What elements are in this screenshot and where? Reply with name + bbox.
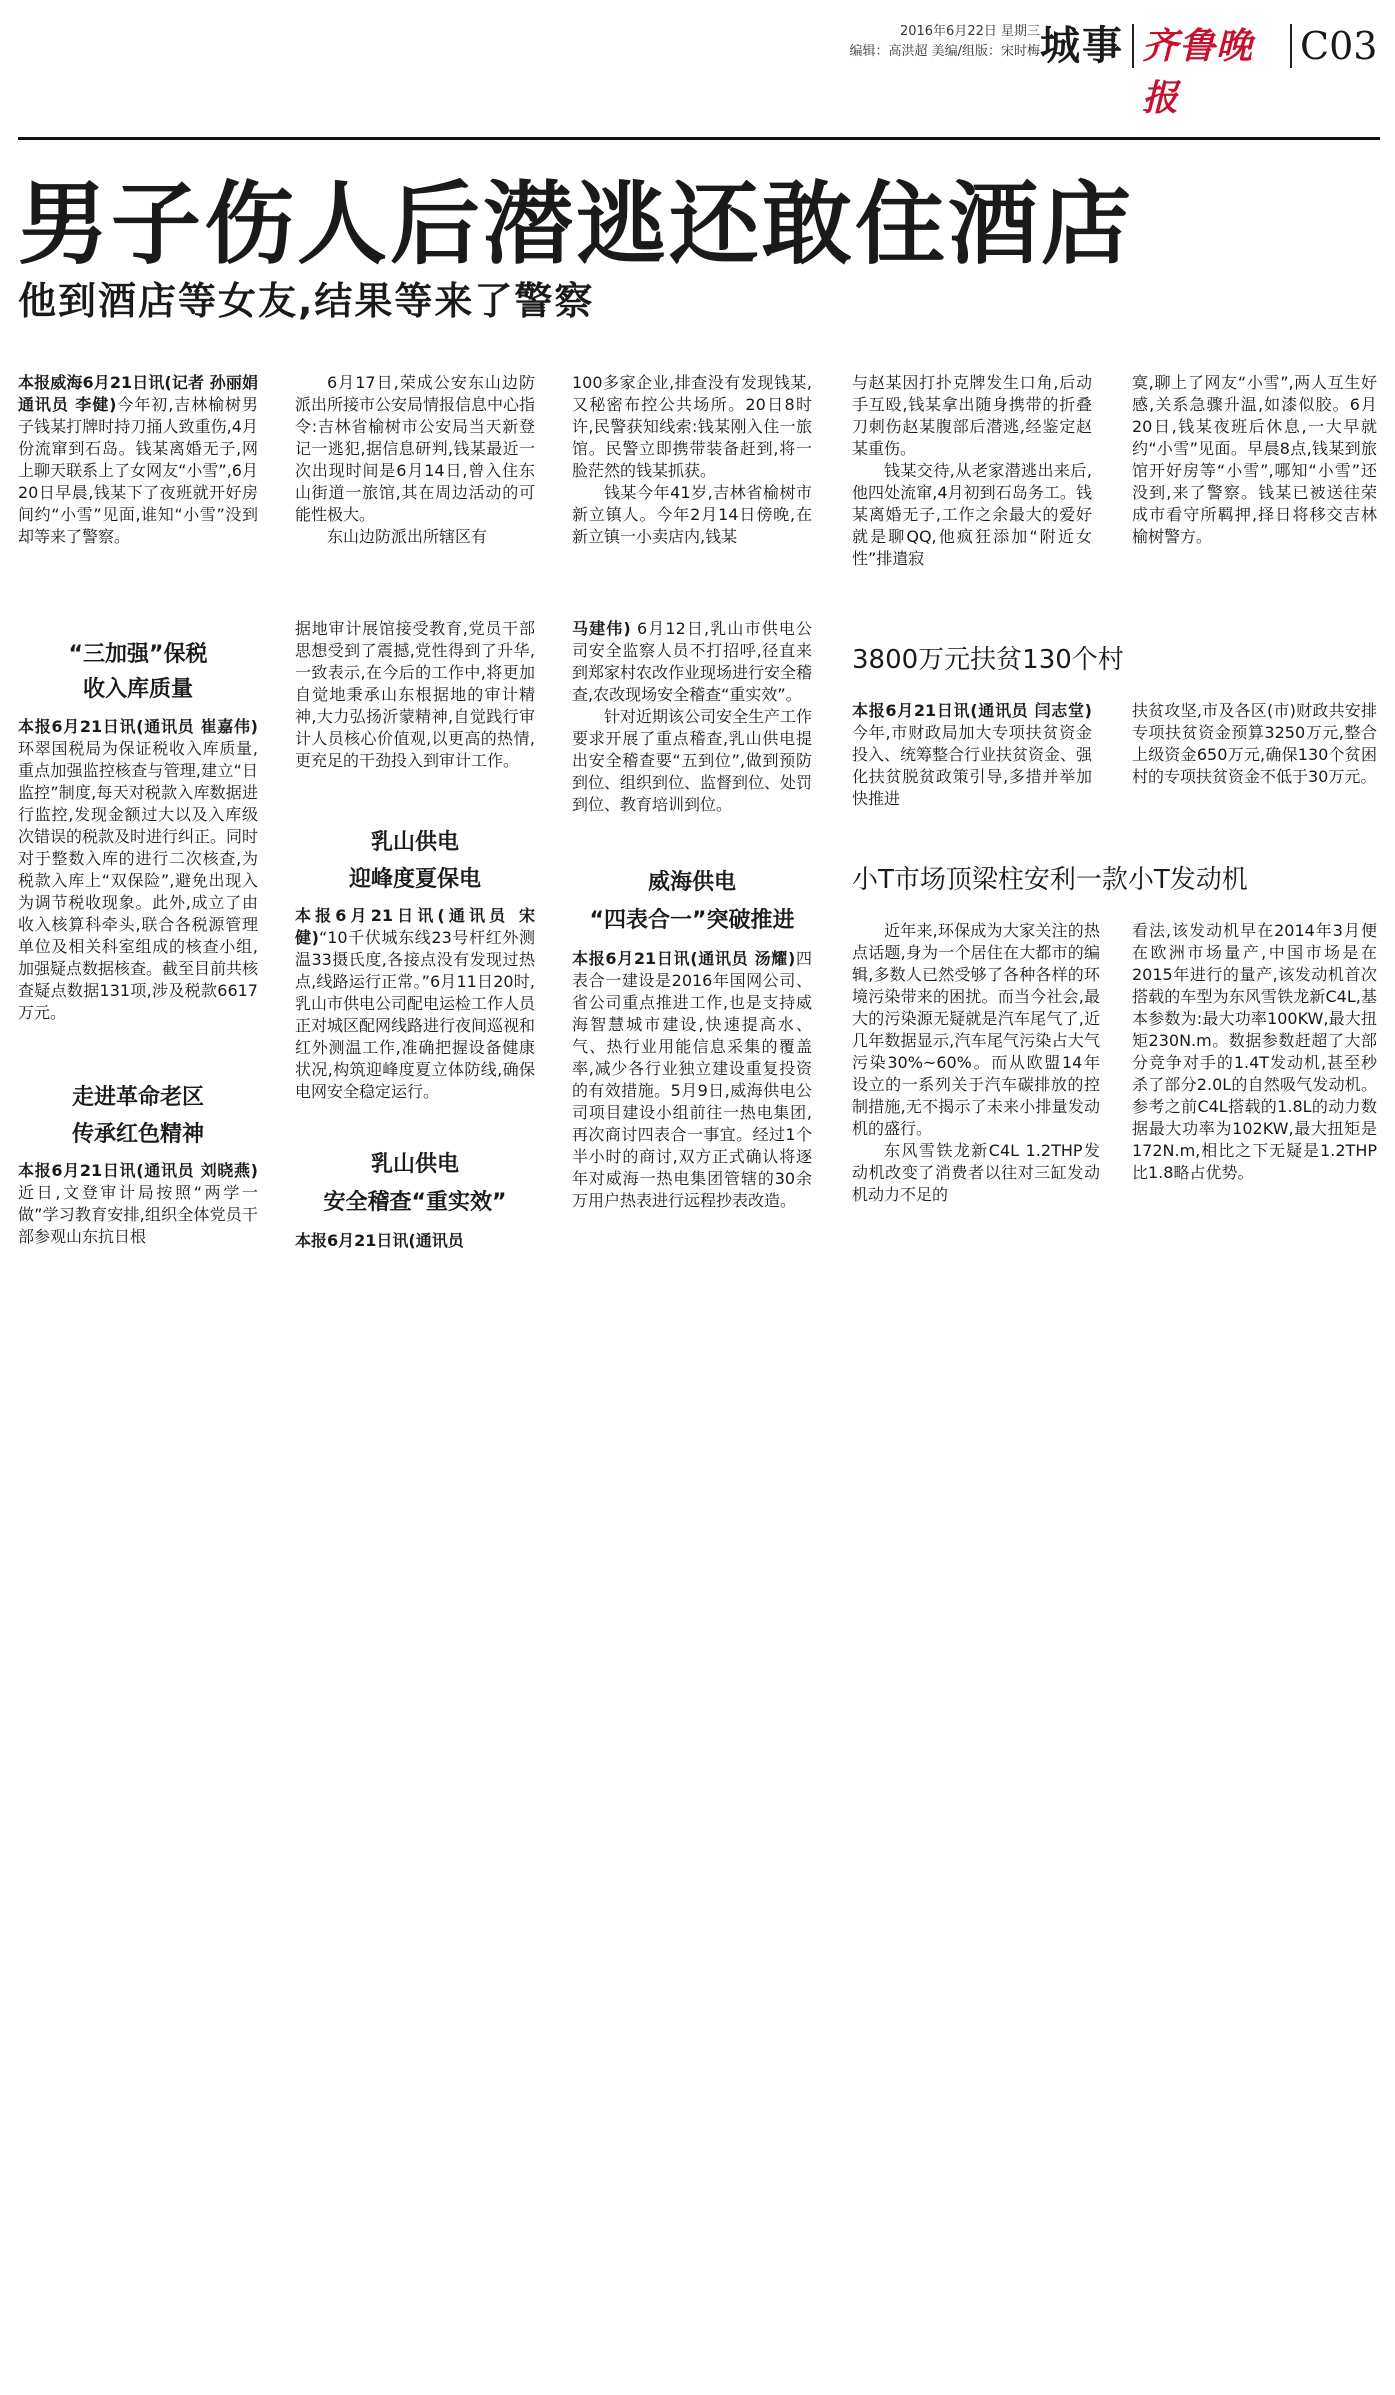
power-safety-dateline (295, 1230, 535, 1254)
story-title: 威海供电 (647, 870, 736, 895)
red-story-continued (295, 618, 535, 814)
lead-paragraph: 钱某今年41岁,吉林省榆树市新立镇人。今年2月14日傍晚,在新立镇一小卖店内,钱某 (572, 483, 812, 546)
story-dateline: 本报6月21日讯(通讯员 闫志堂) (852, 701, 1092, 720)
poverty-body (852, 700, 1092, 820)
story-paragraph: 近年来,环保成为大家关注的热点话题,身为一个居住在大都市的编辑,多数人已然受够了各种各样的环境污染带来的困扰。而当今社会,最大的污染源无疑就是汽车尾气了,近几年数据显示,汽车尾气污染占大气污染30%~60%。而从欧盟14年设立的一系列关于汽车碳排放的控制措施,无不揭示了未来小排量发动机的盛行。 (852, 921, 1100, 1138)
lead-paragraph: 东山边防派出所辖区有 (327, 527, 488, 546)
lead-column-2 (295, 372, 535, 602)
story-paragraph: 本报6月21日讯(通讯员 宋健)“10千伏城东线23号杆红外测温33摄氏度,各接点没有发现过热点,线路运行正常。”6月11日20时,乳山市供电公司配电运检工作人员正对城区配网线路进行夜间巡视和红外测温工作,准确把握设备健康状况,构筑迎峰度夏立体防线,确保电网安全稳定运行。 (295, 906, 535, 1101)
lead-paragraph: 与赵某因打扑克牌发生口角,后动手互殴,钱某拿出随身携带的折叠刀刺伤赵某腹部后潜逃,经鉴定赵某重伤。 (852, 373, 1092, 458)
story-dateline: 本报6月21日讯(通讯员 汤耀) (572, 949, 796, 968)
masthead-meta (790, 22, 1040, 62)
lead-dateline: 本报威海6月21日讯(记者 孙丽娟 通讯员 李健) (18, 373, 258, 414)
power-safety-body (572, 618, 812, 862)
lead-column-1 (18, 372, 258, 602)
story-paragraph: 扶贫攻坚,市及各区(市)财政共安排专项扶贫资金预算3250万元,整合上级资金650万元,确保130个贫困村的专项扶贫资金不低于30万元。 (1132, 701, 1377, 786)
masthead-divider (1290, 24, 1292, 68)
story-title: 乳山供电 (370, 1152, 459, 1177)
lead-paragraph: 寞,聊上了网友“小雪”,两人互生好感,关系急骤升温,如漆似胶。6月20日,钱某夜班后休息,一大早就约“小雪”见面。早晨8点,钱某到旅馆开好房等“小雪”,哪知“小雪”还没到,来了警察。钱某已被送往荣成市看守所羁押,择日将移交吉林榆树警方。 (1132, 373, 1377, 546)
story-title: 传承红色精神 (71, 1122, 204, 1147)
car-story-column-2 (1132, 920, 1377, 1256)
tax-story-body (18, 716, 258, 1068)
story-dateline: 本报6月21日讯(通讯员 崔嘉伟) (18, 717, 258, 736)
story-paragraph: 本报6月21日讯(通讯员 刘晓燕)近日,文登审计局按照“两学一做”学习教育安排,组织全体党员干部参观山东抗日根 (18, 1161, 258, 1246)
story-paragraph: 马建伟) 6月12日,乳山市供电公司安全监察人员不打招呼,径直来到郑家村农改作业现场进行安全稽查,农改现场安全稽查“重实效”。 (572, 619, 812, 704)
brand-logo: 齐鲁晚报 (1142, 25, 1254, 119)
date-line: 2016年6月22日 星期三 (899, 24, 1040, 39)
weihai-power-body (572, 948, 812, 1258)
story-paragraph: 针对近期该公司安全生产工作要求开展了重点稽查,乳山供电提出安全稽查要“五到位”,做到预防到位、组织到位、监督到位、处罚到位、教育培训到位。 (572, 707, 812, 814)
red-story-body (18, 1160, 258, 1252)
masthead-divider (1132, 24, 1134, 68)
story-title: “四表合一”突破推进 (589, 908, 795, 933)
editors-line: 编辑：高洪超 美编/组版：宋时梅 (849, 44, 1040, 59)
story-title: 3800万元扶贫130个村 (852, 645, 1124, 675)
lead-subhead: 他到酒店等女友,结果等来了警察 (18, 279, 595, 323)
story-dateline: 本报6月21日讯(通讯员 刘晓燕) (18, 1161, 258, 1180)
section-name: 城事 (1040, 23, 1124, 69)
story-paragraph: 东风雪铁龙新C4L 1.2THP发动机改变了消费者以往对三缸发动机动力不足的 (852, 1141, 1100, 1204)
lead-paragraph: 100多家企业,排查没有发现钱某,又秘密布控公共场所。20日8时许,民警获知线索:钱某刚入住一旅馆。民警立即携带装备赶到,将一脸茫然的钱某抓获。 (572, 373, 812, 480)
story-paragraph: 本报6月21日讯(通讯员 闫志堂)今年,市财政局加大专项扶贫资金投入、统筹整合行业扶贫资金、强化扶贫脱贫政策引导,多措并举加快推进 (852, 701, 1092, 808)
story-paragraph: 据地审计展馆接受教育,党员干部思想受到了震撼,党性得到了升华,一致表示,在今后的工作中,将更加自觉地秉承山东根据地的审计精神,大力弘扬沂蒙精神,自觉践行审计人员核心价值观,以更高的热情,更充足的干劲投入到审计工作。 (295, 619, 535, 770)
story-title: 安全稽查“重实效” (323, 1190, 507, 1215)
lead-paragraph: 钱某交待,从老家潜逃出来后,他四处流窜,4月初到石岛务工。钱某离婚无子,工作之余最大的爱好就是聊QQ,他疯狂添加“附近女性”排遣寂 (852, 461, 1092, 568)
lead-column-5 (1132, 372, 1377, 602)
car-story-column-1 (852, 920, 1100, 1256)
lead-headline: 男子伤人后潜逃还敢住酒店 (18, 172, 1134, 277)
story-dateline: 本报6月21日讯(通讯员 (295, 1231, 464, 1250)
story-title: 收入库质量 (82, 677, 193, 702)
top-rule (18, 137, 1380, 140)
lead-column-3 (572, 372, 812, 602)
lead-paragraph: 6月17日,荣成公安东山边防派出所接市公安局情报信息中心指令:吉林省榆树市公安局当天新登记一逃犯,据信息研判,钱某最近一次出现时间是6月14日,曾入住东山街道一旅馆,其在周边活动的可能性极大。 (295, 373, 535, 524)
story-paragraph: 看法,该发动机早在2014年3月便在欧洲市场量产,中国市场是在2015年进行的量产,该发动机首次搭载的车型为东风雪铁龙新C4L,基本参数为:最大功率100KW,最大扭矩230N.m。数据参数赶超了大部分竞争对手的1.4T发动机,甚至秒杀了部分2.0L的自然吸气发动机。参考之前C4L搭载的1.8L的动力数据最大功率为102KW,最大扭矩是172N.m,相比之下无疑是1.2THP比1.8略占优势。 (1132, 921, 1377, 1182)
story-title: “三加强”保税 (68, 642, 208, 667)
lead-paragraph: 本报威海6月21日讯(记者 孙丽娟 通讯员 李健)今年初,吉林榆树男子钱某打牌时持刀捅人致重伤,4月份流窜到石岛。钱某离婚无子,网上聊天联系上了女网友“小雪”,6月20日早晨,钱某下了夜班就开好房间约“小雪”见面,谁知“小雪”没到却等来了警察。 (18, 373, 258, 546)
story-paragraph: 本报6月21日讯(通讯员 汤耀)四表合一建设是2016年国网公司、省公司重点推进工作,也是支持威海智慧城市建设,快速提高水、气、热行业用能信息采集的覆盖率,减少各行业独立建设重复投资的有效措施。5月9日,威海供电公司项目建设小组前往一热电集团,再次商讨四表合一事宜。经过1个半小时的商讨,双方正式确认将逐年对威海一热电集团管辖的30余万用户热表进行远程抄表改造。 (572, 949, 812, 1210)
story-title: 迎峰度夏保电 (348, 867, 481, 892)
story-dateline: 马建伟) (572, 619, 631, 638)
story-title: 小T市场顶梁柱安利一款小T发动机 (852, 865, 1248, 895)
story-title: 乳山供电 (370, 830, 459, 855)
power-summer-body (295, 905, 535, 1135)
story-paragraph: 本报6月21日讯(通讯员 崔嘉伟)环翠国税局为保证税收入库质量,重点加强监控核查与管理,建立“日监控”制度,每天对税款入库数据进行监控,发现金额过大以及入库级次错误的税款及时进行纠正。同时对于整数入库的进行二次核查,为税款入库上“双保险”,避免出现入为调节税收现象。此外,成立了由收入核算科牵头,联合各税源管理单位及相关科室组成的核查小组,加强疑点数据核查。截至目前共核查疑点数据131项,涉及税款6617万元。 (18, 717, 258, 1022)
page-number: C03 (1300, 24, 1378, 68)
story-title: 走进革命老区 (71, 1085, 204, 1110)
lead-column-4 (852, 372, 1092, 602)
story-dateline: 本报6月21日讯(通讯员 宋健) (295, 906, 535, 947)
poverty-body-continued (1132, 700, 1377, 820)
